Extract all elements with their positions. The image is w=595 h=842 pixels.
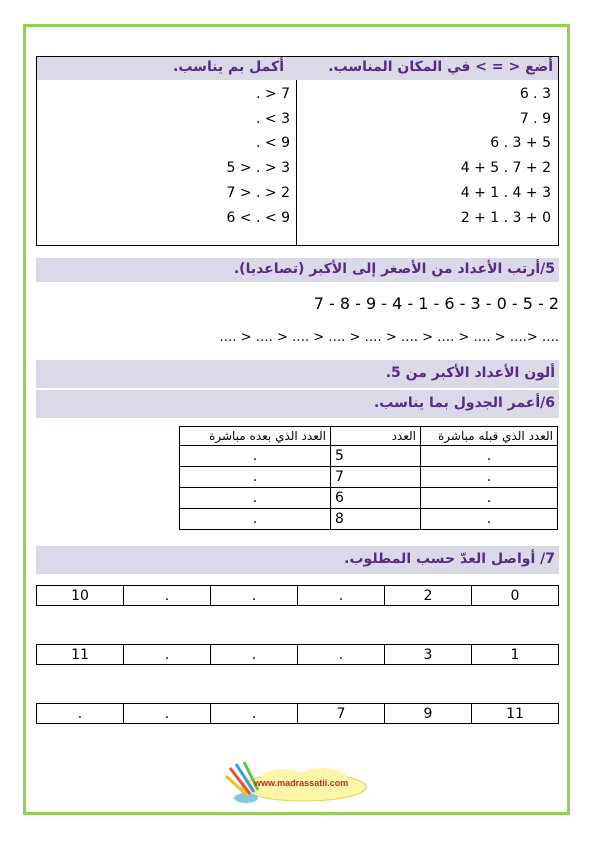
table-row [180, 509, 558, 530]
ex4-right-header: أضع < = > في المكان المناسب. [328, 59, 553, 75]
cell-after: . [180, 509, 331, 530]
count-cell: . [211, 586, 298, 606]
complete-row: . < 9 [256, 135, 290, 151]
ex6-table [179, 426, 558, 530]
count-cell: 7 [298, 704, 385, 724]
compare-row: 2 + 1 . 3 + 0 [460, 210, 551, 226]
count-cell: . [211, 645, 298, 665]
logo-text: www.madrassatii.com [254, 778, 349, 788]
cell-after: . [180, 467, 331, 488]
cell-number: 6 [331, 488, 421, 509]
count-cell: 2 [385, 586, 472, 606]
count-row-1 [36, 585, 559, 606]
count-cell: . [124, 704, 211, 724]
count-cell: . [298, 586, 385, 606]
table-row [180, 488, 558, 509]
compare-row: 7 . 9 [519, 111, 551, 127]
count-row-2 [36, 644, 559, 665]
ex5-numbers: 7 - 8 - 9 - 4 - 1 - 6 - 3 - 0 - 5 - 2 [313, 294, 559, 313]
cell-after: . [180, 446, 331, 467]
count-cell: 3 [385, 645, 472, 665]
compare-row: 4 + 1 . 4 + 3 [460, 185, 551, 201]
compare-row: 4 + 5 . 7 + 2 [460, 160, 551, 176]
header-after: العدد الذي بعده مباشرة [180, 427, 331, 446]
ex5-title: 5/أرتب الأعداد من الأصغر إلى الأكبر (تصاعديا). [233, 261, 555, 277]
cell-number: 5 [331, 446, 421, 467]
complete-row: . < 3 [256, 111, 290, 127]
ex6-title: 6/أعمر الجدول بما يناسب. [373, 395, 555, 411]
count-cell: 11 [37, 645, 124, 665]
count-cell: . [211, 704, 298, 724]
cell-after: . [180, 488, 331, 509]
compare-row: 6 . 3 + 5 [490, 135, 551, 151]
ex5-header [36, 258, 559, 282]
count-row-3 [36, 703, 559, 724]
table-header-row [180, 427, 558, 446]
cell-number: 7 [331, 467, 421, 488]
compare-row: 6 . 3 [519, 86, 551, 102]
header-number: العدد [331, 427, 421, 446]
count-cell: 10 [37, 586, 124, 606]
complete-row: 5 > . > 3 [226, 160, 290, 176]
ex6-header [36, 390, 559, 418]
table-row [180, 467, 558, 488]
ex5-answer-line: …. > …. > …. > …. > …. > …. > …. > …. > ….> …. [219, 330, 559, 345]
count-cell: 9 [385, 704, 472, 724]
ex7-title: 7/ أواصل العدّ حسب المطلوب. [344, 551, 555, 567]
count-cell: . [37, 704, 124, 724]
count-cell: 1 [472, 645, 559, 665]
complete-row: . > 7 [256, 86, 290, 102]
header-before: العدد الذي قبله مباشرة [421, 427, 558, 446]
color-instruction-header [36, 360, 559, 388]
table-row [180, 446, 558, 467]
cell-number: 8 [331, 509, 421, 530]
count-cell: . [124, 586, 211, 606]
ex4-divider [296, 80, 297, 246]
count-cell: 0 [472, 586, 559, 606]
count-cell: . [124, 645, 211, 665]
count-cell: . [298, 645, 385, 665]
site-logo [224, 760, 374, 806]
ex7-header [36, 546, 559, 574]
color-instruction: ألون الأعداد الأكبر من 5. [385, 365, 555, 381]
ex4-left-header: أكمل بم يناسب. [173, 59, 284, 75]
count-cell: 11 [472, 704, 559, 724]
cell-before: . [421, 446, 558, 467]
complete-row: 6 < . < 9 [226, 210, 290, 226]
cell-before: . [421, 488, 558, 509]
cell-before: . [421, 509, 558, 530]
complete-row: 7 > . > 2 [226, 185, 290, 201]
cell-before: . [421, 467, 558, 488]
